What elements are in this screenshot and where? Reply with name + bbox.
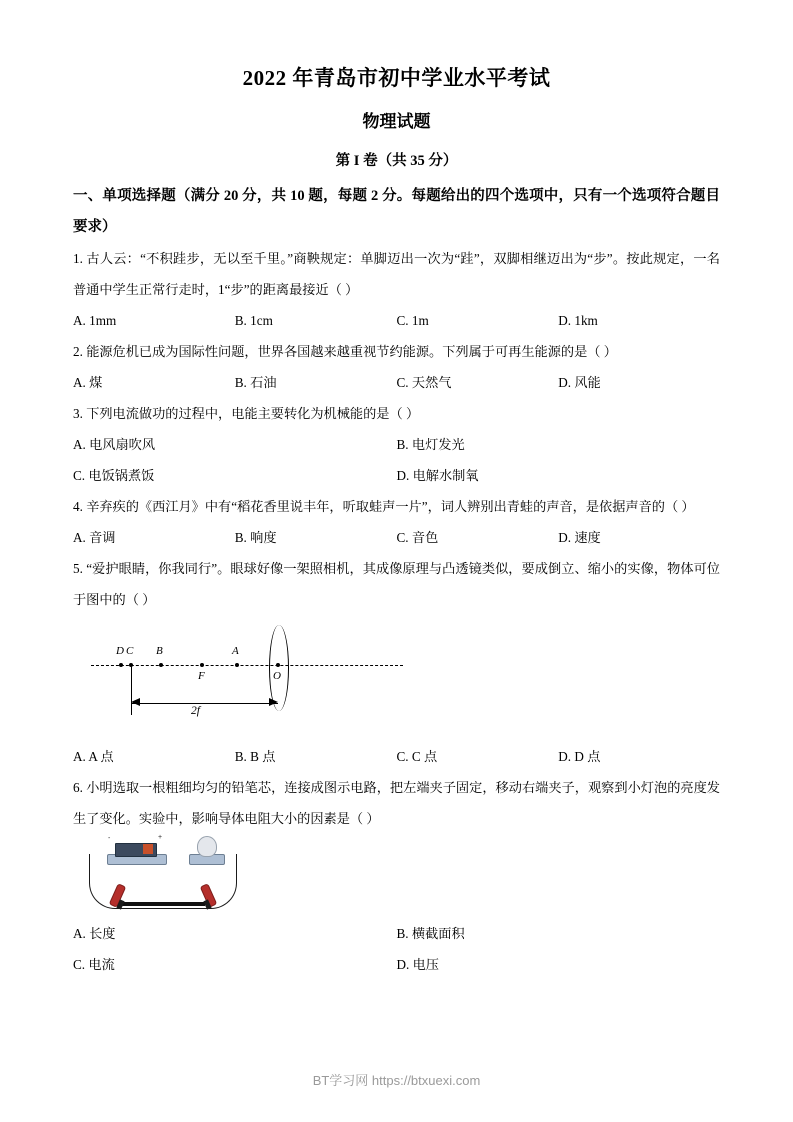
- question-3-options-row2: [73, 460, 720, 491]
- option-1-c[interactable]: C. 1m: [396, 312, 429, 328]
- light-bulb-icon: [197, 836, 217, 857]
- page-subtitle: 物理试题: [362, 112, 431, 132]
- option-6-d[interactable]: D. 电压: [396, 956, 439, 972]
- question-5-options: [73, 741, 720, 772]
- question-2-options: [73, 367, 720, 398]
- point-label-c: C: [126, 644, 134, 657]
- question-3: [73, 398, 720, 429]
- point-dot-d: [119, 663, 123, 667]
- option-3-c[interactable]: C. 电饭锅煮饭: [73, 467, 155, 483]
- option-3-b[interactable]: B. 电灯发光: [396, 436, 465, 452]
- battery-positive-label: +: [158, 833, 163, 841]
- option-6-b[interactable]: B. 横截面积: [396, 925, 465, 941]
- battery-positive-terminal: [143, 844, 153, 854]
- optics-lens-diagram: [83, 619, 413, 741]
- question-5: [73, 553, 720, 615]
- point-dot-c: [129, 663, 133, 667]
- question-2-stem: 2. 能源危机已成为国际性问题，世界各国越来越重视节约能源。下列属于可再生能源的是（ ）: [73, 343, 617, 359]
- question-4-stem: 4. 辛弃疾的《西江月》中有“稻花香里说丰年，听取蛙声一片”，词人辨别出青蛙的声音，是依据声音的（ ）: [73, 498, 695, 514]
- option-1-d[interactable]: D. 1km: [558, 312, 598, 328]
- option-4-d[interactable]: D. 速度: [558, 529, 601, 545]
- option-6-a[interactable]: A. 长度: [73, 925, 116, 941]
- option-5-d[interactable]: D. D 点: [558, 748, 601, 764]
- circuit-diagram: [85, 833, 245, 918]
- option-5-a[interactable]: A. A 点: [73, 748, 114, 764]
- question-6-options-row2: [73, 949, 720, 980]
- footer-watermark: BT学习网 https://btxuexi.com: [312, 1073, 481, 1088]
- option-5-b[interactable]: B. B 点: [234, 748, 276, 764]
- question-2: [73, 336, 720, 367]
- question-6: [73, 772, 720, 834]
- option-4-a[interactable]: A. 音调: [73, 529, 116, 545]
- option-4-b[interactable]: B. 响度: [234, 529, 277, 545]
- question-6-stem: 6. 小明选取一根粗细均匀的铅笔芯，连接成图示电路，把左端夹子固定，移动右端夹子，观察到小灯泡的亮度发生了变化。实验中，影响导体电阻大小的因素是（ ）: [73, 779, 720, 826]
- option-2-d[interactable]: D. 风能: [558, 374, 601, 390]
- option-2-c[interactable]: C. 天然气: [396, 374, 452, 390]
- page-title: 2022 年青岛市初中学业水平考试: [242, 66, 551, 90]
- battery-negative-label: -: [108, 834, 111, 842]
- question-4: [73, 491, 720, 522]
- option-4-c[interactable]: C. 音色: [396, 529, 439, 545]
- option-2-b[interactable]: B. 石油: [234, 374, 277, 390]
- option-3-d[interactable]: D. 电解水制氧: [396, 467, 479, 483]
- point-dot-a: [235, 663, 239, 667]
- option-1-a[interactable]: A. 1mm: [73, 312, 117, 328]
- dimension-arrow-right-icon: [269, 698, 278, 706]
- point-dot-o: [276, 663, 280, 667]
- point-dot-f: [200, 663, 204, 667]
- principal-axis: [91, 665, 403, 666]
- question-1: [73, 243, 720, 305]
- dimension-label-2f: 2f: [191, 704, 200, 717]
- question-5-stem: 5. “爱护眼睛，你我同行”。眼球好像一架照相机，其成像原理与凸透镜类似，要成倒立、缩小的实像，物体可位于图中的（ ）: [73, 560, 720, 607]
- point-label-o: O: [273, 669, 281, 682]
- point-label-b: B: [156, 644, 163, 657]
- option-1-b[interactable]: B. 1cm: [234, 312, 273, 328]
- option-6-c[interactable]: C. 电流: [73, 956, 115, 972]
- dimension-arrow-left-icon: [131, 698, 140, 706]
- point-label-f: F: [198, 669, 205, 682]
- question-4-options: [73, 522, 720, 553]
- dimension-guide-line: [131, 665, 132, 715]
- section-heading: 一、单项选择题（满分 20 分，共 10 题，每题 2 分。每题给出的四个选项中，只有一个选项符合题目要求）: [73, 187, 720, 235]
- option-2-a[interactable]: A. 煤: [73, 374, 103, 390]
- volume-heading: 第 I 卷（共 35 分）: [335, 152, 458, 169]
- question-1-options: [73, 305, 720, 336]
- dimension-line: [131, 703, 278, 704]
- point-label-a: A: [232, 644, 239, 657]
- question-3-options-row1: [73, 429, 720, 460]
- point-label-d: D: [116, 644, 124, 657]
- option-5-c[interactable]: C. C 点: [396, 748, 438, 764]
- question-1-stem: 1. 古人云：“不积跬步，无以至千里。”商鞅规定：单脚迈出一次为“跬”，双脚相继迈出为“步”。按此规定，一名普通中学生正常行走时，1“步”的距离最接近（ ）: [73, 250, 720, 297]
- point-dot-b: [159, 663, 163, 667]
- pencil-lead: [121, 902, 205, 906]
- question-3-stem: 3. 下列电流做功的过程中，电能主要转化为机械能的是（ ）: [73, 405, 420, 421]
- question-6-options-row1: [73, 918, 720, 949]
- option-3-a[interactable]: A. 电风扇吹风: [73, 436, 156, 452]
